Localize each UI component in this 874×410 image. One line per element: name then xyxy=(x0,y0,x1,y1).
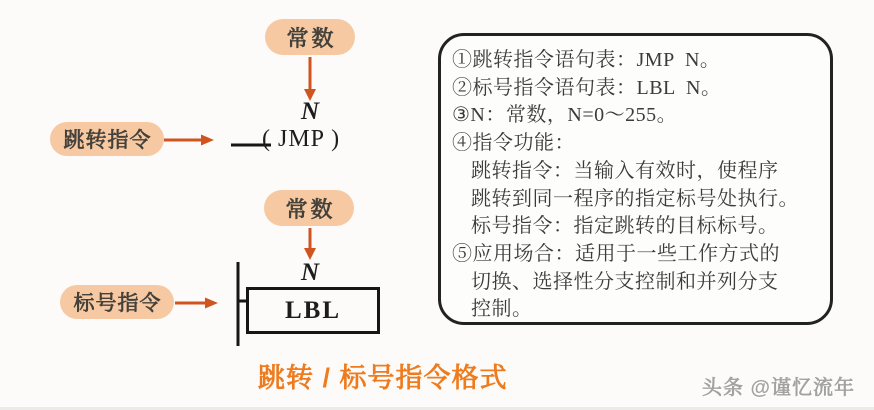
jmp-coil-text: ( JMP ) xyxy=(262,126,341,152)
info-line: 控制。 xyxy=(471,298,533,321)
label-instruction-label: 标号指令 xyxy=(73,292,162,315)
info-line: ①跳转指令语句表：JMP N。 xyxy=(452,49,721,71)
info-line: 切换、选择性分支控制和并列分支 xyxy=(471,270,779,293)
instruction-info-panel xyxy=(438,33,833,325)
arrow-down-icon xyxy=(304,57,316,101)
info-line: ②标号指令语句表：LBL N。 xyxy=(452,76,722,99)
constant-pill-label-rung xyxy=(264,190,354,226)
jump-instruction-label: 跳转指令 xyxy=(63,129,152,152)
info-line: 跳转指令：当输入有效时，使程序 xyxy=(471,159,779,182)
arrow-right-icon xyxy=(175,298,218,309)
jump-instruction-pill xyxy=(50,122,164,156)
info-line: ④指令功能： xyxy=(452,132,575,155)
lbl-instruction-box: LBL xyxy=(246,287,380,334)
jump-operand-n: N xyxy=(300,98,320,125)
label-operand-n: N xyxy=(300,259,320,286)
constant-pill-label: 常数 xyxy=(286,25,337,51)
toutiao-watermark: 头条 @谨忆流年 xyxy=(702,377,856,399)
constant-pill-jump xyxy=(265,19,355,55)
arrow-right-icon xyxy=(164,135,214,146)
arrow-down-icon xyxy=(304,228,316,260)
constant-pill-label: 常数 xyxy=(285,196,336,222)
label-instruction-pill xyxy=(60,285,174,319)
diagram-caption: 跳转 / 标号指令格式 xyxy=(258,363,508,393)
info-line: ③N：常数，N=0～255。 xyxy=(452,104,678,127)
info-line: 标号指令：指定跳转的目标标号。 xyxy=(471,215,779,238)
info-line: 跳转到同一程序的指定标号处执行。 xyxy=(471,187,799,210)
info-line: ⑤应用场合：适用于一些工作方式的 xyxy=(452,242,780,265)
